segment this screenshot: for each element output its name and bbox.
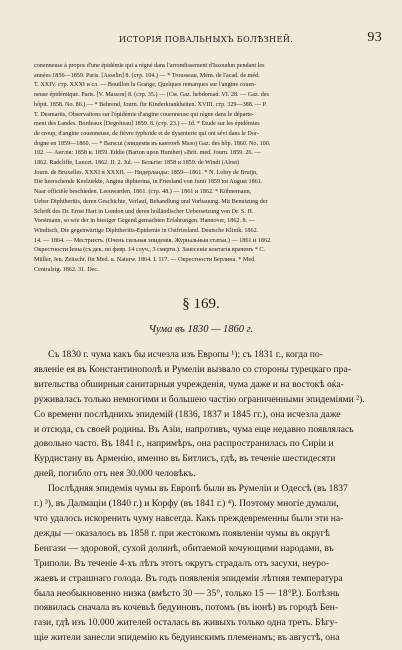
body-line: дней, погибло отъ нея 30.000 человѣкъ. xyxy=(34,468,196,480)
section-subtitle: Чума въ 1830 — 1860 г. xyxy=(148,324,254,335)
reference-line: T. XXIV. стр. XXXI и сл. — Bouillon la Grange, Quelques remarques sur l'angine couen- xyxy=(34,82,257,89)
reference-line: Vorstmann, so wie der in hiesiger Gegend gemachten Erfahrungen. Hannover, 1862. 8. — xyxy=(34,218,255,225)
reference-line: Schrift des Dr. Ernst Hart in London und deren holländischer Uebersetzung von Dr. S. H. xyxy=(34,208,254,215)
reference-line: Journ. de Bruxelles. XXXI и XXXII. — Нидерланды: 1859—1861. * N. Lobry de Bruijn, xyxy=(34,169,258,176)
body-line: дежды — оказалось въ 1858 г. при жестокомъ появленіи чумы въ округѣ xyxy=(34,527,330,539)
reference-line: ment des Landes. Bordeaux [Degréteau] 1859. 8. (стр. 23.) — Id. * Étude sur les épidémies xyxy=(34,121,260,128)
reference-line: Окрестности Іены (съ дек. по февр. 14 случ., 3 смерти.). Занесеніе контагія врачемъ * C. xyxy=(34,247,265,254)
reference-line: conenneuse à propos d'une épidémie qui a régné dans l'arrondissement d'Issoudun pendant les xyxy=(34,63,265,69)
body-line: вительства обширныя санитарныя учрежденія, чума даже и на востокѣ оќа- xyxy=(34,378,344,390)
body-line: явленіе ея въ Константинополѣ и Румеліи вызвало со стороны турецкаго пра- xyxy=(34,363,351,375)
reference-line: 1862. Radcliffe, Lancet. 1862. II. 2. Jul. — Бельгія: 1858 и 1859. de Windt (Alost) xyxy=(34,160,240,167)
header-title: ИСТОРІЯ ПОВАЛЬНЫХЪ БОЛѢЗНЕЙ. xyxy=(118,34,294,44)
reference-line: de croup, d'angine couenneuse, de fièvre typhoïde et de dysenterie qui ont sévi dans le Dor- xyxy=(34,130,259,137)
body-line: Триполи. Въ теченіе 4-хъ лѣтъ этотъ округъ страдалъ отъ засухи, неуро- xyxy=(34,557,330,569)
body-line: что удалось искоренить чуму навсегда. Какъ преждевременны были эти на- xyxy=(34,512,344,524)
body-line: г.) ³), въ Далмаціи (1840 г.) и Корфу (въ 1841 г.) ⁴). Поэтому многіе думали, xyxy=(34,498,339,510)
reference-line: années 1856—1859. Paris. [Asselin] 8. (стр. 104.) — * Trousseau, Mém. de l'acad. de méd. xyxy=(34,72,260,79)
body-text xyxy=(34,348,376,646)
reference-line: Die heerschende Keelziekte, Angina diphterina, in Friesland von Junii 1859 tot August 1861. xyxy=(34,179,263,186)
body-line: Бенгази — здоровой, сухой долинѣ, обитаемой кочующими народами, въ xyxy=(34,542,334,554)
reference-line: hôpit. 1858. No. 86.) — * Behrend, Journ. für Kinderkrankheiten. XVIII. стр. 329—388. — P. xyxy=(34,101,267,108)
body-line: и отсюда, съ своей родины. Въ Азіи, напротивъ, чума еще недавно появлялась xyxy=(34,423,354,435)
running-header xyxy=(36,30,382,50)
body-line: руживалась только немногими и большею частію ограниченными эпидеміями ²). xyxy=(34,393,365,405)
reference-line: 14. — 1864. — Местрихтъ. (Очень сильная эпидемія. Журнальныя статьи.) — 1861 и 1862. xyxy=(34,237,272,244)
reference-line: 102. — Англія: 1858 и. 1859. Eddie (Barton upon Humber) »Brit. med. Journ. 1859. 26. — xyxy=(34,150,261,157)
section-number: § 169. xyxy=(182,296,220,312)
reference-line: Müller, Jen. Zeitschr. für Med. u. Naturw. 1864. I. 117. — Окрестности Берлина. * Med. xyxy=(34,257,256,264)
body-line: гази, гдѣ изъ 10.000 жителей осталась въ живыхъ только одна треть. Бѣгу- xyxy=(34,617,338,629)
body-line: Съ 1830 г. чума какъ бы исчезла изъ Европы ¹); съ 1831 г., когда по- xyxy=(48,349,323,360)
reference-line: Ueber Diphtheritis, deren Geschichte, Verlauf, Behandlung und Vorbauung. Mit Benutzung der xyxy=(34,198,268,205)
reference-line: T. Desmartis, Observations sur l'épidémie d'angine couenneuse qui règne dans le départe- xyxy=(34,111,254,118)
reference-line: Centralztg. 1862. 31. Dec. xyxy=(34,266,99,273)
body-line: была необыкновенно низка (вмѣсто 30 — 35°, только 15 — 18°Р.). Болѣзнь xyxy=(34,587,340,599)
reference-line: neuse épidémique. Paris. [V. Masson] 8. (стр. 35.) — (См. Gaz. hebdomad. VI. 28. — Gaz. des xyxy=(34,92,269,99)
reference-line: dogne en 1859—1860. — * Barscut (эпидемія въ кантонѣ Мазо) Gaz. des hôp. 1860. No. 100. xyxy=(34,140,271,147)
body-line: Со временн послѣднихъ эпидемій (1836, 1837 и 1845 гг.), она исчезла даже xyxy=(34,408,341,420)
reference-line: Windisch, Die gegenwärtige Diphtheritis-Epidemie in Ostfriesland. Deutsche Klinik. 1862. xyxy=(34,227,259,234)
footnote-references xyxy=(34,62,374,275)
body-line: щіе жители занесли эпидемію къ бедуинскимъ племенамъ; въ августѣ, она xyxy=(34,632,340,644)
body-line: Послѣдняя эпидемія чумы въ Европѣ были въ Румеліи и Одессѣ (въ 1837 xyxy=(48,483,348,495)
reference-line: Naar officiële beschieden. Leeuwarden, 1861. (стр. 48.) — 1861 и 1862. * Köhnemann, xyxy=(34,189,252,196)
body-line: появилась сначала въ кочевьѣ бедуиновъ, потомъ (въ іюнѣ) въ городѣ Бен- xyxy=(34,602,338,614)
page-number: 93 xyxy=(367,30,382,45)
body-line: жаевъ и страшнаго голода. Въ годъ появленія эпидеміи лѣтняя температура xyxy=(34,572,343,584)
body-line: Курдистану въ Арменію, именно въ Битлисъ, гдѣ, въ теченіе шестидесяти xyxy=(34,453,336,465)
body-line: довольно часто. Въ 1841 г., напримѣръ, она распространилась по Сиріи и xyxy=(34,438,334,450)
